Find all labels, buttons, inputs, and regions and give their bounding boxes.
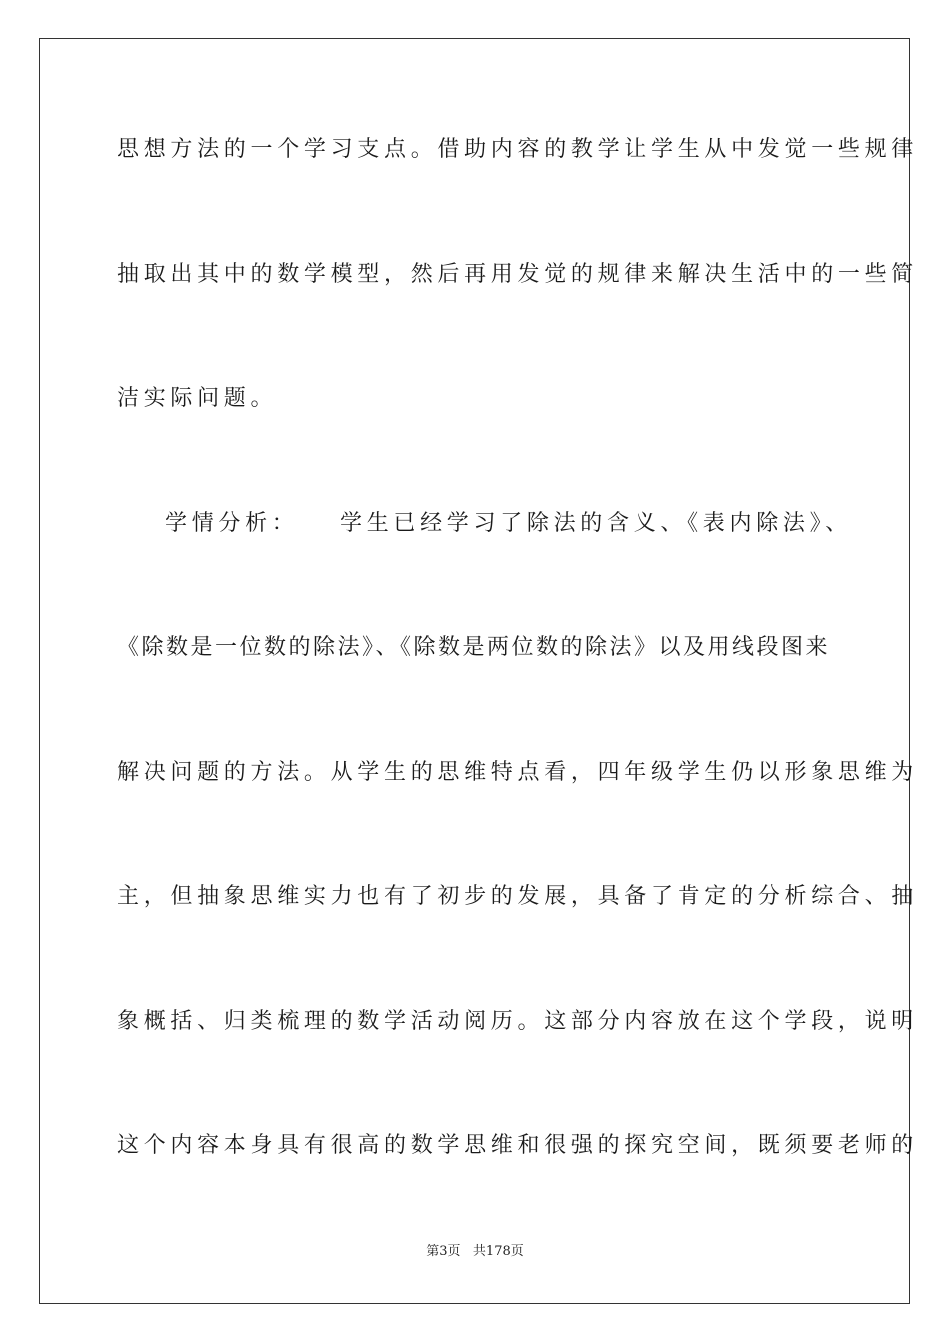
body-text-line: 思想方法的一个学习支点。借助内容的教学让学生从中发觉一些规律 bbox=[117, 137, 919, 162]
page-number: 第3页 bbox=[426, 1244, 461, 1259]
page-frame bbox=[39, 38, 919, 1304]
body-text-line: 象概括、归类梳理的数学活动阅历。这部分内容放在这个学段，说明 bbox=[117, 1009, 919, 1034]
body-text-line: 抽取出其中的数学模型，然后再用发觉的规律来解决生活中的一些简 bbox=[117, 262, 919, 287]
page-footer bbox=[0, 1243, 950, 1261]
body-text-line: 《除数是一位数的除法》、《除数是两位数的除法》以及用线段图来 bbox=[117, 635, 831, 660]
body-text-line: 解决问题的方法。从学生的思维特点看，四年级学生仍以形象思维为 bbox=[117, 760, 919, 785]
section-first-line bbox=[117, 509, 853, 539]
section-first-line-text: 学生已经学习了除法的含义、《表内除法》、 bbox=[340, 511, 853, 536]
body-text-line: 主，但抽象思维实力也有了初步的发展，具备了肯定的分析综合、抽 bbox=[117, 884, 919, 909]
body-text-line: 洁实际问题。 bbox=[117, 386, 278, 411]
body-text-line: 这个内容本身具有很高的数学思维和很强的探究空间，既须要老师的 bbox=[117, 1133, 919, 1158]
page-total: 共178页 bbox=[472, 1244, 524, 1259]
section-label: 学情分析： bbox=[165, 511, 299, 536]
